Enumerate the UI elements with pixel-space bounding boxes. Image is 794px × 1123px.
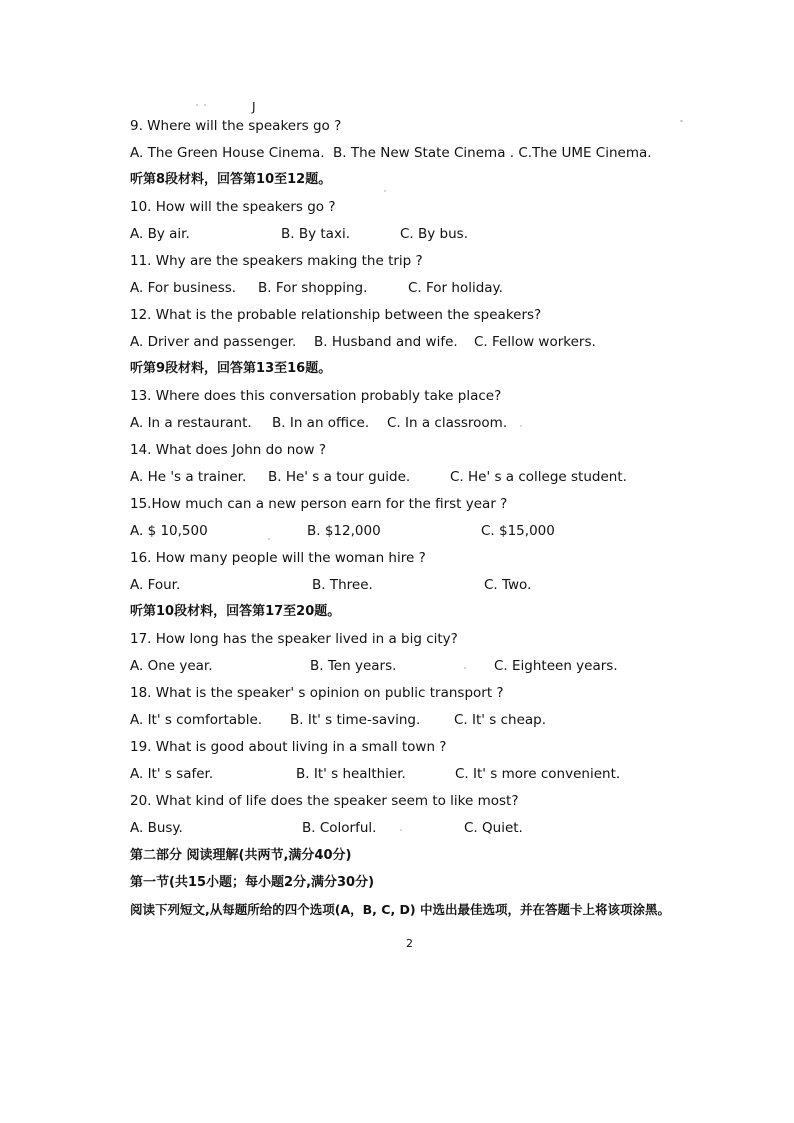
question-20: 20. What kind of life does the speaker seem to like most?: [130, 793, 519, 809]
part-two-heading: 第二部分 阅读理解(共两节,满分40分): [130, 848, 352, 863]
q18-option-b: B. It' s time-saving.: [290, 712, 421, 728]
q17-option-a: A. One year.: [130, 658, 213, 674]
q18-option-a: A. It' s comfortable.: [130, 712, 263, 728]
q14-option-a: A. He 's a trainer.: [130, 469, 247, 485]
reading-instruction: 阅读下列短文,从每题所给的四个选项(A，B, C, D) 中选出最佳选项，并在答题卡上将该项涂黑。: [130, 902, 670, 917]
scan-speck: [204, 104, 206, 106]
q15-option-a: A. $ 10,500: [130, 523, 208, 539]
q15-option-b: B. $12,000: [307, 523, 381, 539]
section-10-instruction: 听第10段材料，回答第17至20题。: [130, 604, 341, 619]
section-9-instruction: 听第9段材料，回答第13至16题。: [130, 361, 332, 376]
q13-option-a: A. In a restaurant.: [130, 415, 252, 431]
section-one-heading: 第一节(共15小题；每小题2分,满分30分): [130, 875, 375, 890]
q10-option-b: B. By taxi.: [281, 226, 350, 242]
question-11: 11. Why are the speakers making the trip ?: [130, 253, 423, 269]
scan-speck: [520, 425, 522, 427]
question-9: 9. Where will the speakers go ?: [130, 118, 342, 134]
question-12: 12. What is the probable relationship between the speakers?: [130, 307, 542, 323]
q9-option-bc: B. The New State Cinema . C.The UME Cinema.: [333, 145, 652, 161]
q12-option-c: C. Fellow workers.: [474, 334, 596, 350]
question-14: 14. What does John do now ?: [130, 442, 327, 458]
question-19: 19. What is good about living in a small town ?: [130, 739, 447, 755]
q11-option-c: C. For holiday.: [408, 280, 503, 296]
q14-option-c: C. He' s a college student.: [450, 469, 627, 485]
q20-option-a: A. Busy.: [130, 820, 183, 836]
q17-option-b: B. Ten years.: [310, 658, 397, 674]
q13-option-b: B. In an office.: [272, 415, 370, 431]
q10-option-a: A. By air.: [130, 226, 190, 242]
scan-speck: [268, 538, 270, 540]
q19-option-a: A. It' s safer.: [130, 766, 214, 782]
q11-option-b: B. For shopping.: [258, 280, 368, 296]
q10-option-c: C. By bus.: [400, 226, 469, 242]
q19-option-b: B. It' s healthier.: [296, 766, 406, 782]
q16-option-b: B. Three.: [312, 577, 373, 593]
q14-option-b: B. He' s a tour guide.: [268, 469, 411, 485]
question-13: 13. Where does this conversation probably take place?: [130, 388, 502, 404]
q16-option-a: A. Four.: [130, 577, 181, 593]
q12-option-b: B. Husband and wife.: [314, 334, 458, 350]
question-17: 17. How long has the speaker lived in a big city?: [130, 631, 458, 647]
q11-option-a: A. For business.: [130, 280, 237, 296]
q19-option-c: C. It' s more convenient.: [455, 766, 621, 782]
scan-speck: [196, 104, 198, 106]
q16-option-c: C. Two.: [484, 577, 532, 593]
question-10: 10. How will the speakers go ?: [130, 199, 336, 215]
scan-speck: [464, 667, 466, 669]
q18-option-c: C. It' s cheap.: [454, 712, 547, 728]
scan-speck: [384, 190, 386, 192]
q20-option-b: B. Colorful.: [302, 820, 377, 836]
q12-option-a: A. Driver and passenger.: [130, 334, 297, 350]
q17-option-c: C. Eighteen years.: [494, 658, 618, 674]
question-15: 15.How much can a new person earn for the first year ?: [130, 496, 508, 512]
page-number: 2: [406, 937, 413, 950]
q13-option-c: C. In a classroom.: [387, 415, 508, 431]
scan-speck: [400, 829, 402, 831]
scan-speck: [680, 120, 683, 122]
question-16: 16. How many people will the woman hire ?: [130, 550, 426, 566]
header-mark: J: [252, 100, 256, 114]
q15-option-c: C. $15,000: [481, 523, 555, 539]
q20-option-c: C. Quiet.: [464, 820, 523, 836]
q9-option-a: A. The Green House Cinema.: [130, 145, 325, 161]
section-8-instruction: 听第8段材料，回答第10至12题。: [130, 172, 332, 187]
question-18: 18. What is the speaker' s opinion on public transport ?: [130, 685, 504, 701]
